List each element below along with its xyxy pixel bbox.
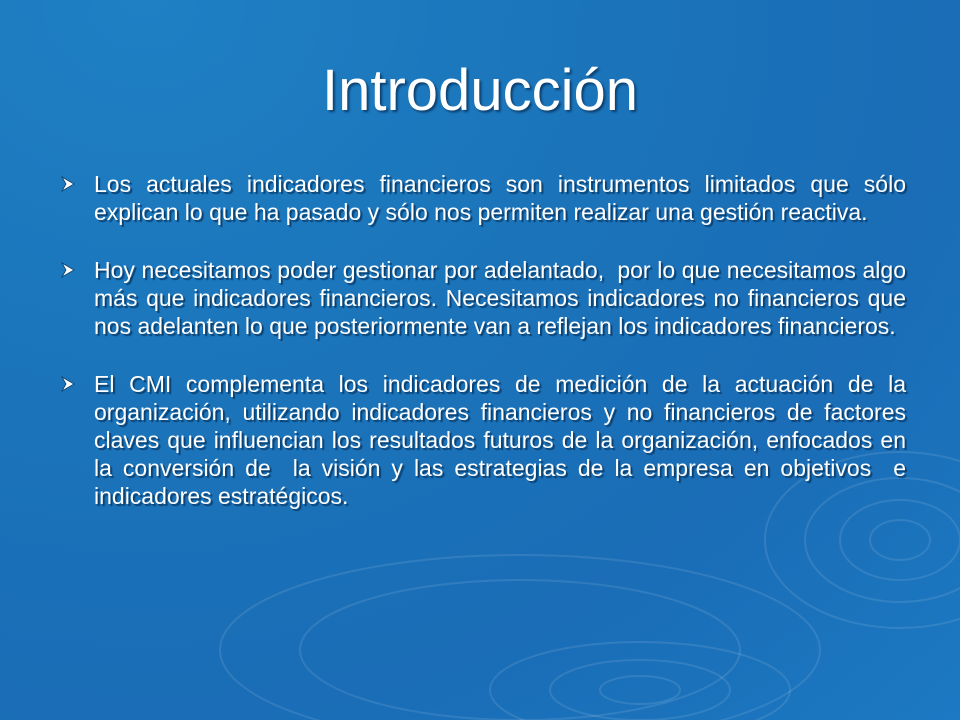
bullet-item — [60, 256, 913, 340]
arrow-right-icon — [60, 262, 76, 278]
bullet-text: Los actuales indicadores financieros son instrumentos limitados que sólo explican lo que ha pasado y sólo nos permiten realizar una gestión reactiva. — [94, 171, 913, 225]
bullet-list — [60, 170, 919, 540]
bullet-item — [60, 370, 919, 510]
arrow-right-icon — [60, 176, 76, 192]
slide-title: Introducción — [322, 58, 638, 123]
arrow-right-icon — [60, 376, 76, 392]
bullet-item — [60, 170, 913, 226]
bullet-text: El CMI complementa los indicadores de medición de la actuación de la organización, utilizando indicadores financieros y no financieros de factores claves que influencian los resultados futuros de la organización, enfocados en la conversión de la visión y las estrategias de la empresa en objetivos e indicadores estratégicos. — [94, 371, 919, 509]
bullet-text: Hoy necesitamos poder gestionar por adelantado, por lo que necesitamos algo más que indicadores financieros. Necesitamos indicadores no financieros que nos adelanten lo que posteriormente van a reflejan los indicadores financieros. — [94, 257, 913, 339]
